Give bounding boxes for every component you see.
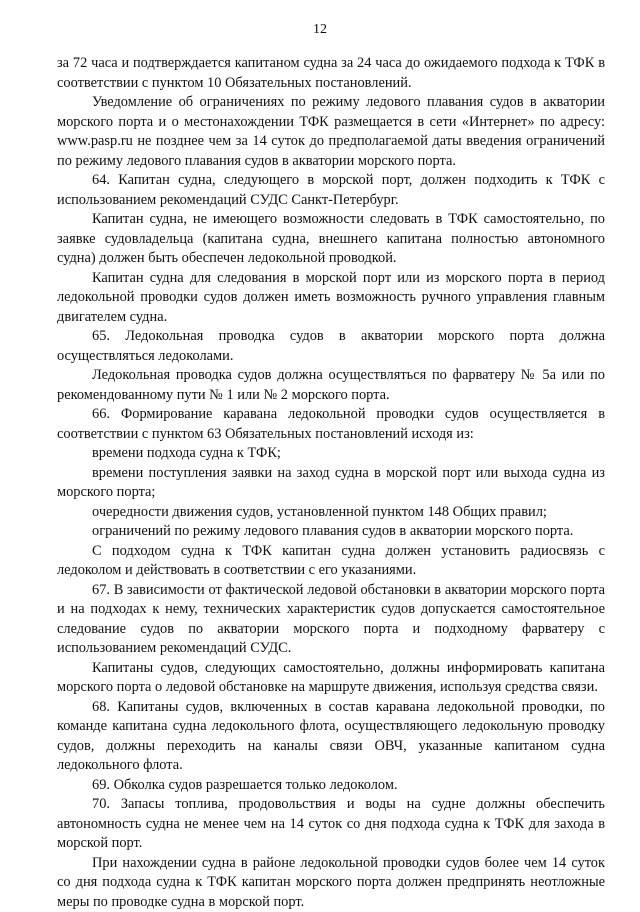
paragraph-3: 64. Капитан судна, следующего в морской порт, должен подходить к ТФК с использованием рекомендаций СУДС Санкт-Петербург.: [57, 171, 605, 210]
paragraph-12: ограничений по режиму ледового плавания судов в акватории морского порта.: [57, 522, 605, 542]
paragraph-13: С подходом судна к ТФК капитан судна должен установить радиосвязь с ледоколом и действовать в соответствии с его указаниями.: [57, 542, 605, 581]
page-number: 12: [0, 22, 640, 38]
paragraph-11: очередности движения судов, установленной пунктом 148 Общих правил;: [57, 503, 605, 523]
paragraph-4: Капитан судна, не имеющего возможности следовать в ТФК самостоятельно, по заявке судовладельца (капитана судна, внешнего капитана полностью автономного судна) должен быть обеспечен ледокольной проводкой.: [57, 210, 605, 269]
paragraph-14: 67. В зависимости от фактической ледовой обстановки в акватории морского порта и на подходах к нему, технических характеристик судов допускается самостоятельное следование судов по акватории морского порта и подходному фарватеру с использованием рекомендаций СУДС.: [57, 581, 605, 659]
paragraph-18: 70. Запасы топлива, продовольствия и воды на судне должны обеспечить автономность судна не менее чем на 14 суток со дня подхода судна к ТФК для захода в морской порт.: [57, 795, 605, 854]
paragraph-9: времени подхода судна к ТФК;: [57, 444, 605, 464]
paragraph-8: 66. Формирование каравана ледокольной проводки судов осуществляется в соответствии с пунктом 63 Обязательных постановлений исходя из:: [57, 405, 605, 444]
paragraph-1: за 72 часа и подтверждается капитаном судна за 24 часа до ожидаемого подхода к ТФК в соответствии с пунктом 10 Обязательных постановлений.: [57, 54, 605, 93]
paragraph-7: Ледокольная проводка судов должна осуществляться по фарватеру № 5а или по рекомендованному пути № 1 или № 2 морского порта.: [57, 366, 605, 405]
document-body: [57, 54, 605, 912]
paragraph-5: Капитан судна для следования в морской порт или из морского порта в период ледокольной проводки судов должен иметь возможность ручного управления главным двигателем судна.: [57, 269, 605, 328]
paragraph-2: Уведомление об ограничениях по режиму ледового плавания судов в акватории морского порта и о местонахождении ТФК размещается в сети «Интернет» по адресу: www.pasp.ru не позднее чем за 14 суток до предполагаемой даты введения ограничений по режиму ледового плавания судов в акватории морского порта.: [57, 93, 605, 171]
paragraph-15: Капитаны судов, следующих самостоятельно, должны информировать капитана морского порта о ледовой обстановке на маршруте движения, используя средства связи.: [57, 659, 605, 698]
paragraph-17: 69. Обколка судов разрешается только ледоколом.: [57, 776, 605, 796]
paragraph-6: 65. Ледокольная проводка судов в акватории морского порта должна осуществляться ледоколами.: [57, 327, 605, 366]
paragraph-19: При нахождении судна в районе ледокольной проводки судов более чем 14 суток со дня подхода судна к ТФК капитан морского порта должен предпринять неотложные меры по проводке судна в морской порт.: [57, 854, 605, 912]
paragraph-10: времени поступления заявки на заход судна в морской порт или выхода судна из морского порта;: [57, 464, 605, 503]
paragraph-16: 68. Капитаны судов, включенных в состав каравана ледокольной проводки, по команде капитана судна ледокольного флота, осуществляющего ледокольную проводку судов, должны переходить на каналы связи ОВЧ, указанные капитаном судна ледокольного флота.: [57, 698, 605, 776]
